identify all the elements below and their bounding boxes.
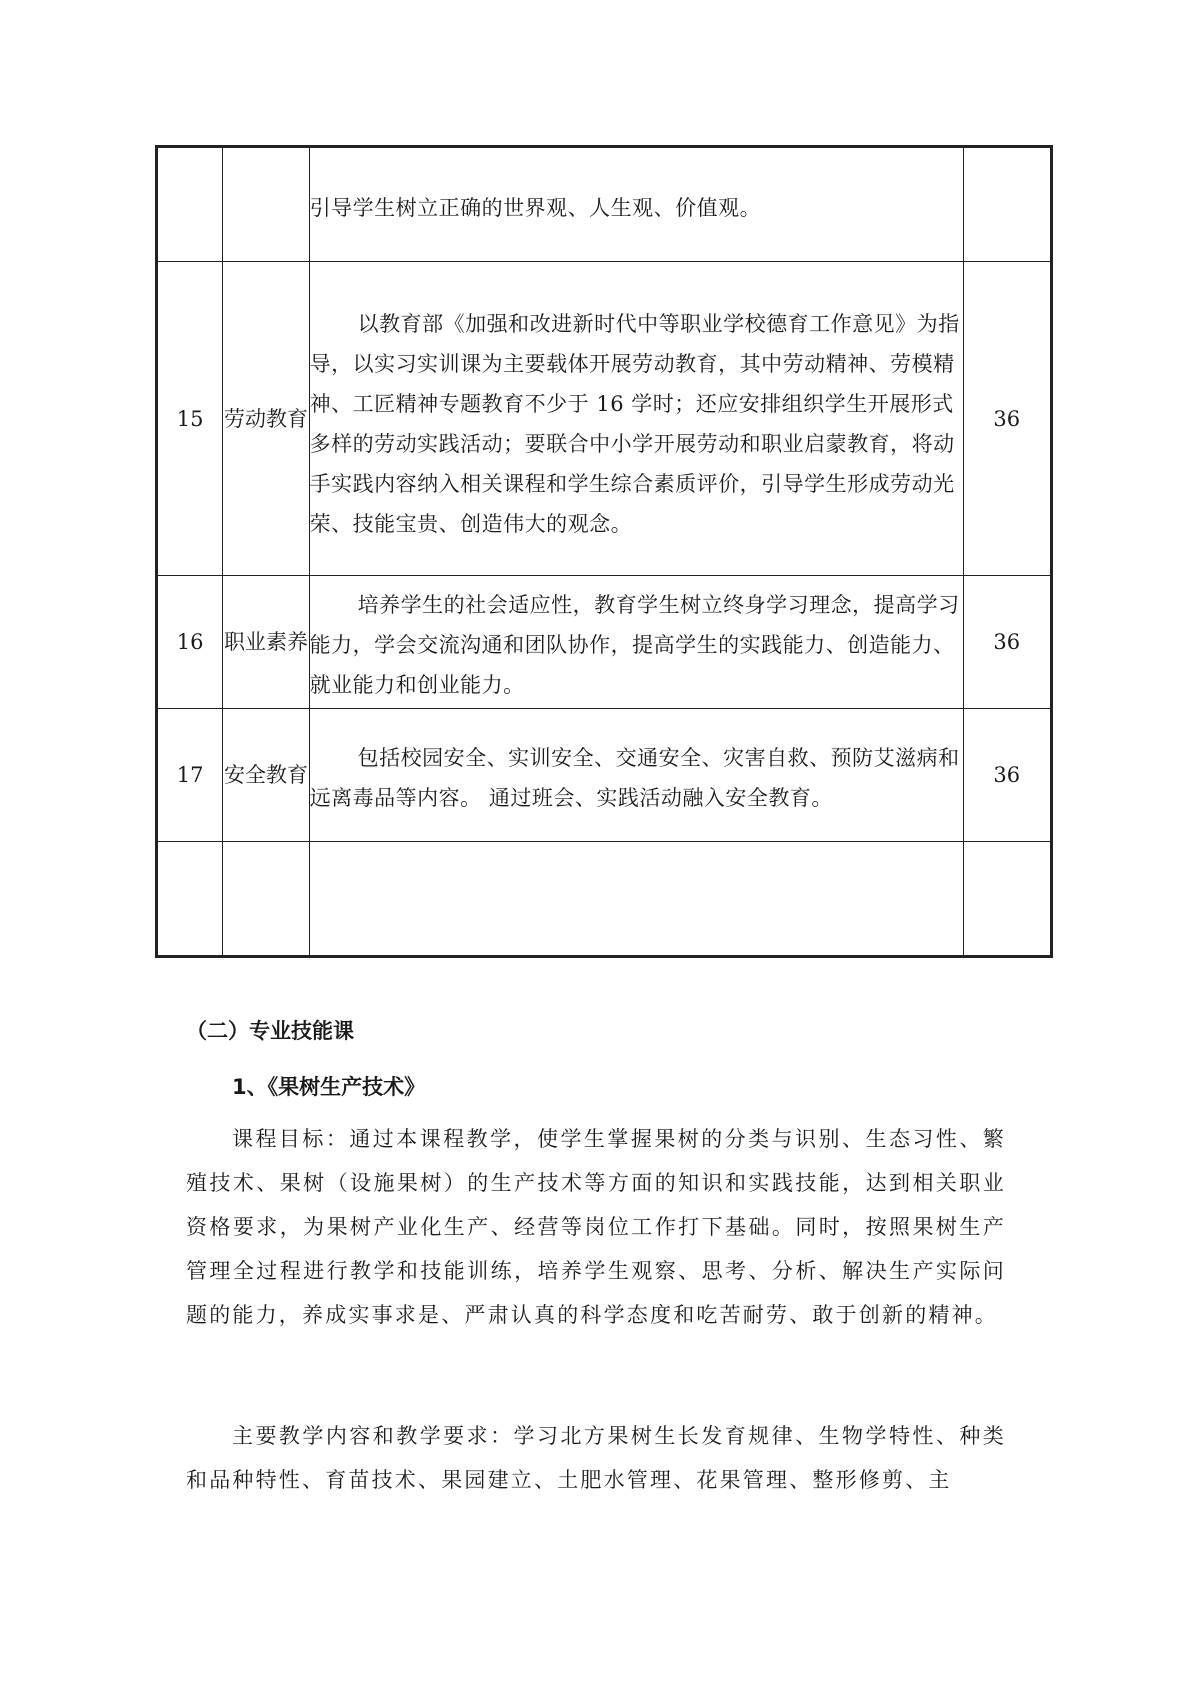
course-description-cell xyxy=(309,148,963,262)
row-number-cell xyxy=(158,148,223,262)
teaching-content-paragraph: 主要教学内容和教学要求：学习北方果树生长发育规律、生物学特性、种类和品种特性、育苗技术、果园建立、土肥水管理、花果管理、整形修剪、主 xyxy=(186,1424,1006,1492)
course-title-heading: 1、《果树生产技术》 xyxy=(232,1075,426,1099)
course-description-text: 培养学生的社会适应性，教育学生树立终身学习理念，提高学习能力，学会交流沟通和团队协作，提高学生的实践能力、创造能力、就业能力和创业能力。 xyxy=(309,593,960,697)
course-hours-cell: 36 xyxy=(963,709,1050,842)
course-name-cell: 安全教育 xyxy=(223,709,309,842)
course-description-text: 引导学生树立正确的世界观、人生观、价值观。 xyxy=(309,195,762,220)
course-name-cell: 职业素养 xyxy=(223,576,309,709)
table-row xyxy=(158,576,1051,709)
course-description-cell xyxy=(309,842,963,956)
table-row xyxy=(158,148,1051,262)
row-number-cell: 15 xyxy=(158,262,223,576)
course-table xyxy=(157,147,1051,956)
course-objective-paragraph: 课程目标：通过本课程教学，使学生掌握果树的分类与识别、生态习性、繁殖技术、果树（设施果树）的生产技术等方面的知识和实践技能，达到相关职业资格要求，为果树产业化生产、经营等岗位工作打下基础。同时，按照果树生产管理全过程进行教学和技能训练，培养学生观察、思考、分析、解决生产实际问题的能力，养成实事求是、严肃认真的科学态度和吃苦耐劳、敢于创新的精神。 xyxy=(186,1127,1006,1327)
course-name-cell xyxy=(223,148,309,262)
course-hours-cell: 36 xyxy=(963,262,1050,576)
course-name-cell xyxy=(223,842,309,956)
row-number-cell: 16 xyxy=(158,576,223,709)
section-heading: （二）专业技能课 xyxy=(186,1019,354,1043)
course-description-cell xyxy=(309,576,963,709)
course-description-text: 包括校园安全、实训安全、交通安全、灾害自救、预防艾滋病和远离毒品等内容。 通过班会、实践活动融入安全教育。 xyxy=(309,746,960,810)
table-row xyxy=(158,709,1051,842)
course-description-cell xyxy=(309,709,963,842)
row-number-cell: 17 xyxy=(158,709,223,842)
course-description-cell xyxy=(309,262,963,576)
course-hours-cell xyxy=(963,148,1050,262)
course-hours-cell: 36 xyxy=(963,576,1050,709)
table-row xyxy=(158,262,1051,576)
table-row xyxy=(158,842,1051,956)
course-hours-cell xyxy=(963,842,1050,956)
course-description-text: 以教育部《加强和改进新时代中等职业学校德育工作意见》为指导，以实习实训课为主要载体开展劳动教育，其中劳动精神、劳模精神、工匠精神专题教育不少于 16 学时；还应安排组织学生开展形式多样的劳动实践活动；要联合中小学开展劳动和职业启蒙教育，将动手实践内容纳入相关课程和学生综合素质评价，引导学生形成劳动光荣、技能宝贵、创造伟大的观念。 xyxy=(309,311,960,536)
course-name-cell: 劳动教育 xyxy=(223,262,309,576)
row-number-cell xyxy=(158,842,223,956)
